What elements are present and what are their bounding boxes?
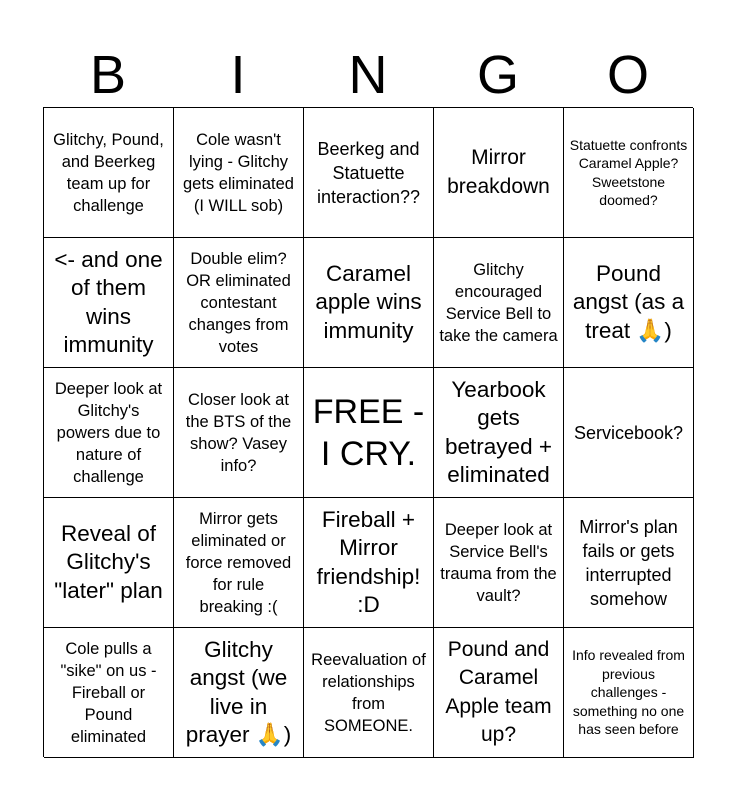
bingo-cell[interactable]: Deeper look at Glitchy's powers due to nature of challenge xyxy=(44,368,174,498)
header-letter-o: O xyxy=(606,45,649,105)
bingo-cell[interactable]: Caramel apple wins immunity xyxy=(304,238,434,368)
bingo-cell[interactable]: Cole pulls a "sike" on us - Fireball or Pound eliminated xyxy=(44,628,174,758)
bingo-cell[interactable]: Pound and Caramel Apple team up? xyxy=(434,628,564,758)
bingo-header xyxy=(43,44,693,106)
bingo-cell[interactable]: Glitchy angst (we live in prayer 🙏) xyxy=(174,628,304,758)
bingo-cell[interactable]: Servicebook? xyxy=(564,368,694,498)
bingo-cell[interactable]: Glitchy encouraged Service Bell to take the camera xyxy=(434,238,564,368)
bingo-cell[interactable]: Reevaluation of relationships from SOMEONE. xyxy=(304,628,434,758)
header-letter-i: I xyxy=(230,45,246,105)
bingo-cell[interactable]: Mirror breakdown xyxy=(434,108,564,238)
bingo-cell[interactable]: Mirror's plan fails or gets interrupted somehow xyxy=(564,498,694,628)
bingo-cell[interactable]: Pound angst (as a treat 🙏) xyxy=(564,238,694,368)
bingo-cell[interactable]: Yearbook gets betrayed + eliminated xyxy=(434,368,564,498)
bingo-cell[interactable]: Mirror gets eliminated or force removed for rule breaking :( xyxy=(174,498,304,628)
bingo-grid xyxy=(43,107,693,757)
bingo-cell[interactable]: Deeper look at Service Bell's trauma from the vault? xyxy=(434,498,564,628)
bingo-cell[interactable]: Beerkeg and Statuette interaction?? xyxy=(304,108,434,238)
bingo-cell[interactable]: Statuette confronts Caramel Apple? Sweetstone doomed? xyxy=(564,108,694,238)
bingo-cell[interactable]: <- and one of them wins immunity xyxy=(44,238,174,368)
bingo-cell[interactable]: Info revealed from previous challenges - something no one has seen before xyxy=(564,628,694,758)
free-space[interactable]: FREE - I CRY. xyxy=(304,368,434,498)
bingo-cell[interactable]: Closer look at the BTS of the show? Vasey info? xyxy=(174,368,304,498)
header-letter-g: G xyxy=(476,45,519,105)
bingo-cell[interactable]: Reveal of Glitchy's "later" plan xyxy=(44,498,174,628)
bingo-cell[interactable]: Cole wasn't lying - Glitchy gets eliminated (I WILL sob) xyxy=(174,108,304,238)
header-letter-b: B xyxy=(89,45,127,105)
bingo-cell[interactable]: Double elim? OR eliminated contestant changes from votes xyxy=(174,238,304,368)
bingo-cell[interactable]: Glitchy, Pound, and Beerkeg team up for challenge xyxy=(44,108,174,238)
bingo-cell[interactable]: Fireball + Mirror friendship! :D xyxy=(304,498,434,628)
header-letter-n: N xyxy=(348,45,388,105)
